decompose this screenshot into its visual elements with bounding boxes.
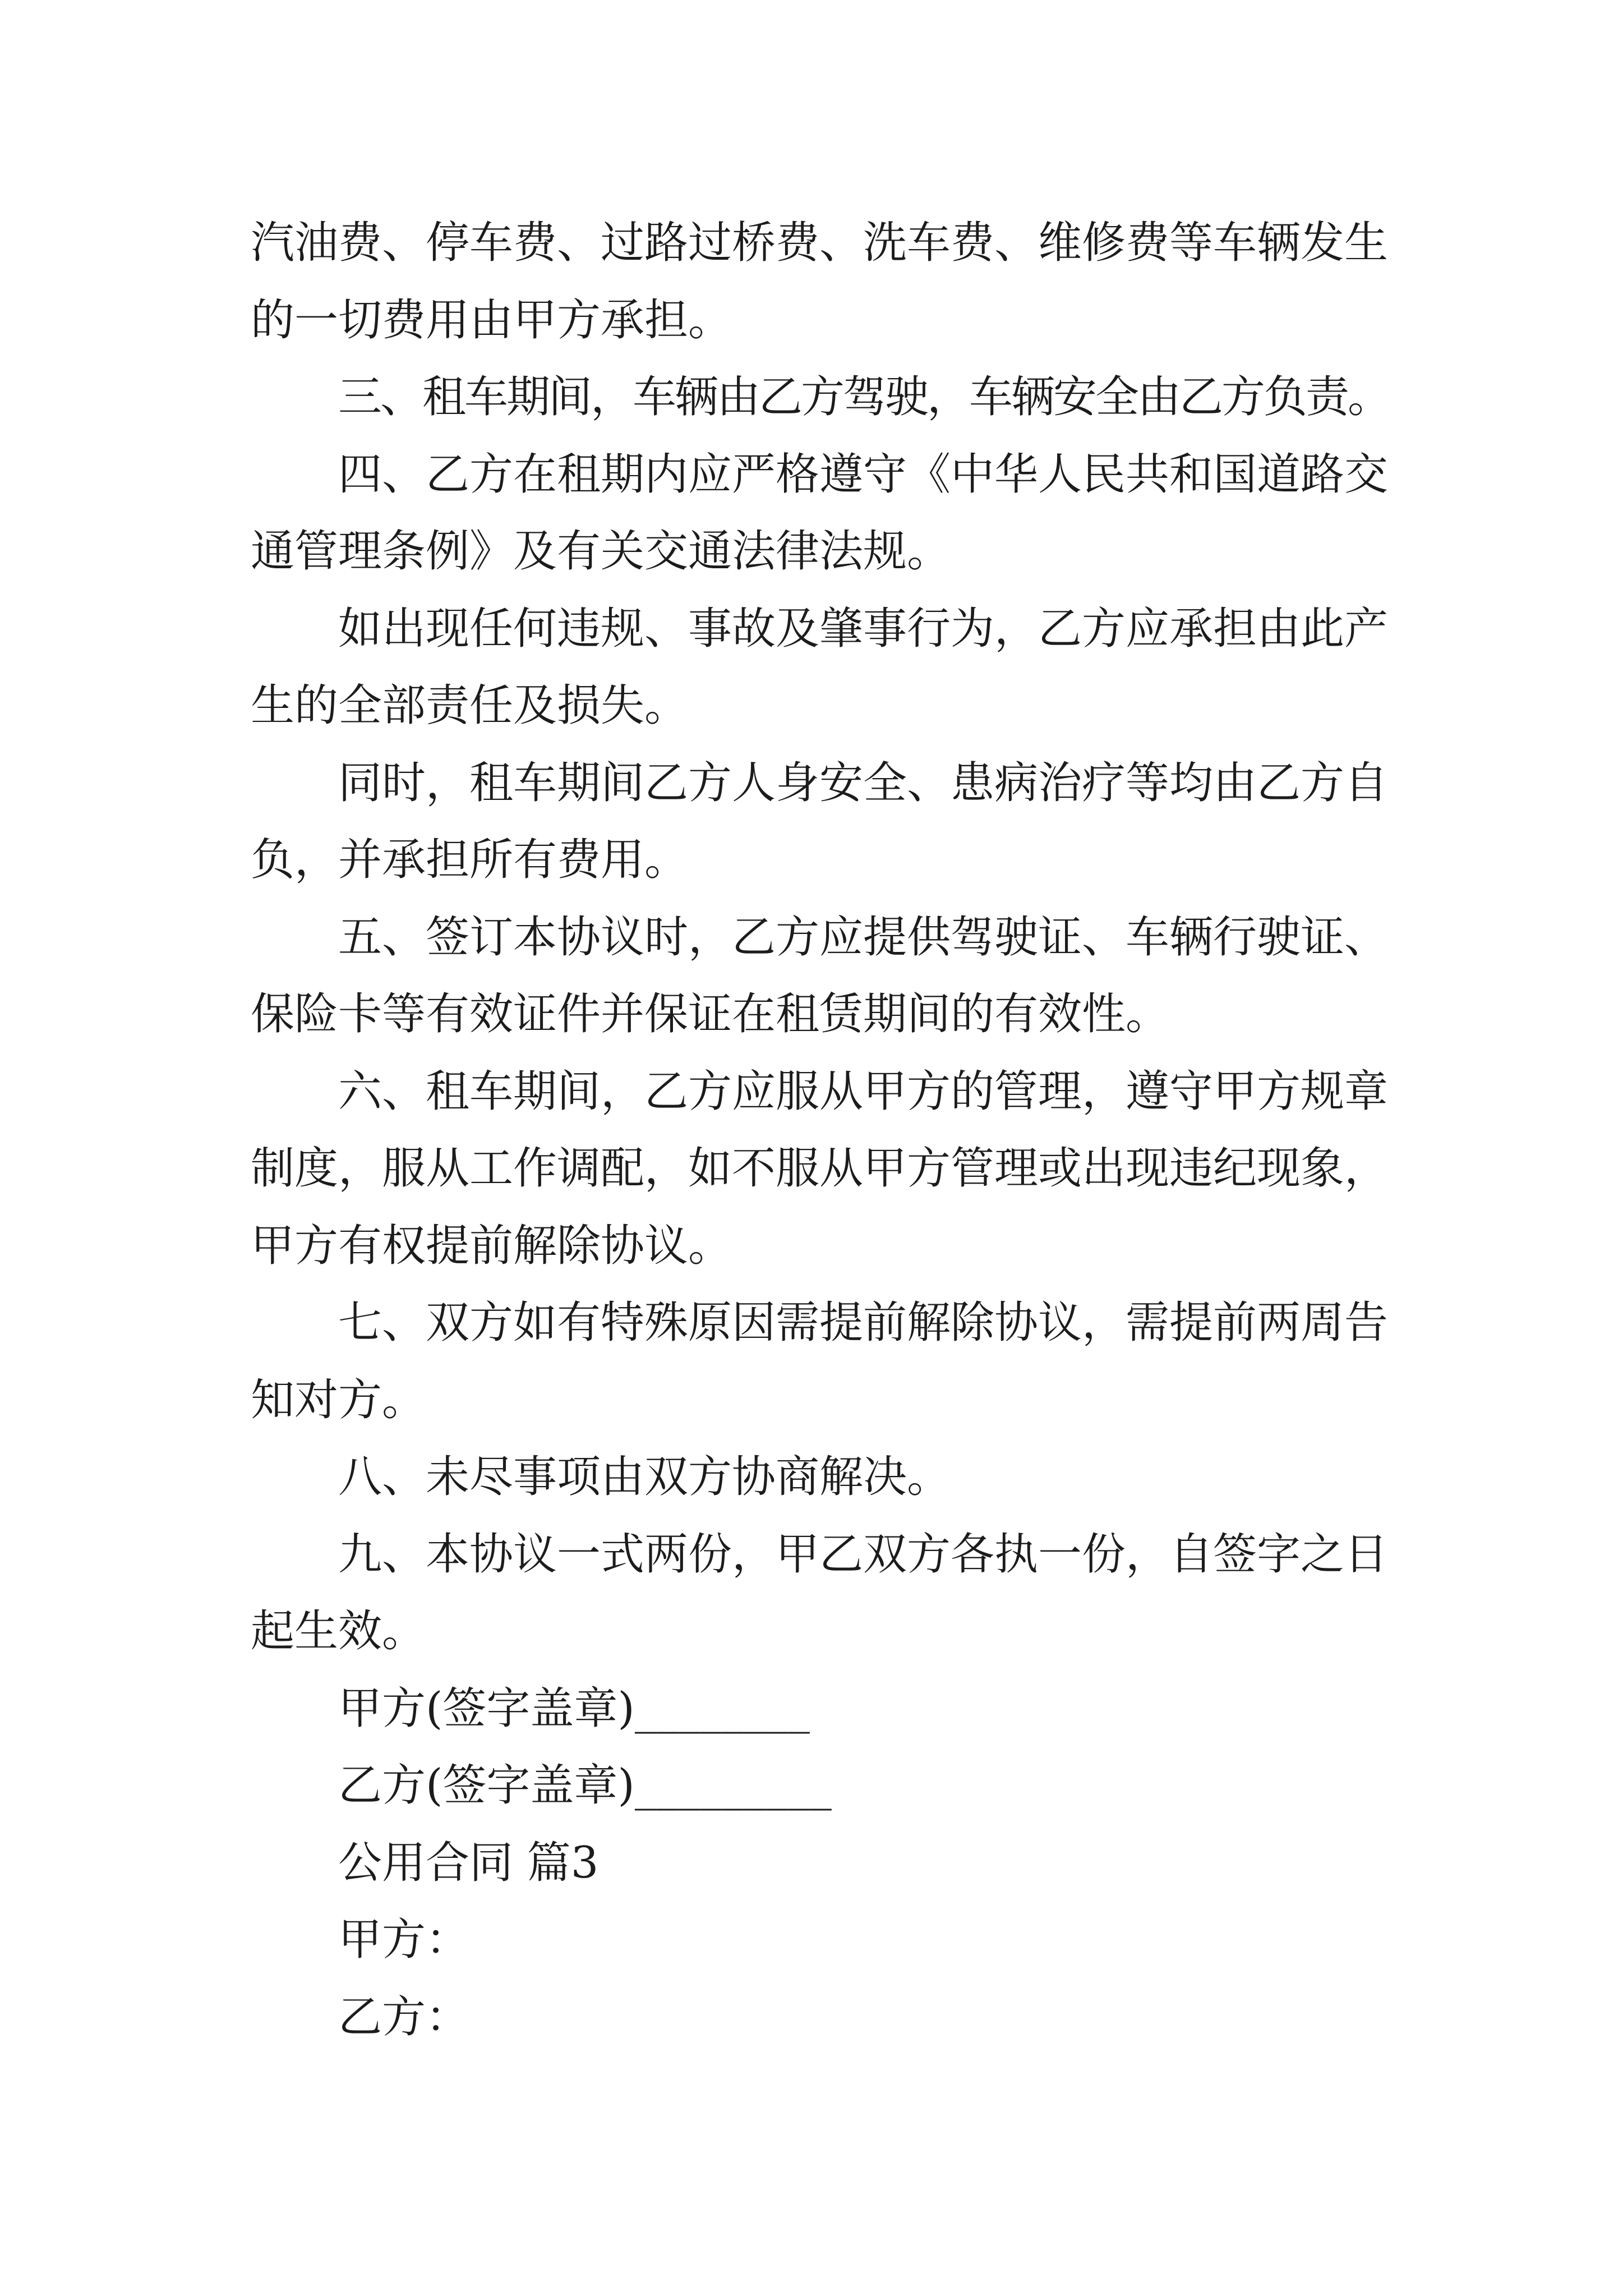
signature-line: 乙方(签字盖章)_________	[338, 1760, 832, 1811]
paragraph	[251, 591, 1406, 745]
party-a-label: 甲方：	[338, 1915, 470, 1965]
paragraph-line: 四、乙方在租期内应严格遵守《中华人民共和国道路交	[338, 449, 1389, 500]
paragraph-line: 的一切费用由甲方承担。	[251, 295, 732, 346]
paragraph	[251, 1439, 1406, 1516]
paragraph-line: 五、签订本协议时，乙方应提供驾驶证、车辆行驶证、	[338, 912, 1389, 963]
paragraph-line: 三、租车期间，车辆由乙方驾驶，车辆安全由乙方负责。	[338, 372, 1390, 422]
paragraph	[251, 899, 1406, 1053]
signature-line: 甲方(签字盖章)________	[338, 1683, 810, 1734]
paragraph-line: 七、双方如有特殊原因需提前解除协议，需提前两周告	[338, 1297, 1389, 1348]
paragraph-line: 八、未尽事项由双方协商解决。	[338, 1452, 951, 1502]
paragraph-line: 九、本协议一式两份，甲乙双方各执一份，自签字之日	[338, 1529, 1389, 1580]
paragraph	[251, 436, 1406, 591]
paragraph-line: 负，并承担所有费用。	[251, 835, 689, 885]
paragraph	[251, 1516, 1406, 1671]
paragraph	[251, 359, 1406, 436]
paragraph	[251, 205, 1406, 359]
paragraph-line: 知对方。	[251, 1374, 426, 1425]
paragraph-line: 通管理条例》及有关交通法律法规。	[251, 526, 951, 577]
paragraph-line: 六、租车期间，乙方应服从甲方的管理，遵守甲方规章	[338, 1066, 1389, 1117]
heading-line: 公用合同 篇3	[338, 1837, 599, 1888]
party-b-field	[251, 1979, 1406, 2056]
paragraph-line: 起生效。	[251, 1606, 426, 1657]
paragraph	[251, 745, 1406, 899]
signature-party-b	[251, 1747, 1406, 1825]
signature-party-a	[251, 1671, 1406, 1748]
party-a-field	[251, 1902, 1406, 1979]
paragraph-line: 甲方有权提前解除协议。	[251, 1220, 732, 1271]
paragraph-line: 汽油费、停车费、过路过桥费、洗车费、维修费等车辆发生	[251, 218, 1389, 268]
paragraph-line: 保险卡等有效证件并保证在租赁期间的有效性。	[251, 989, 1170, 1039]
section-heading	[251, 1825, 1406, 1902]
paragraph-line: 生的全部责任及损失。	[251, 680, 689, 731]
document-body	[251, 205, 1406, 2056]
paragraph	[251, 1285, 1406, 1439]
paragraph-line: 制度，服从工作调配，如不服从甲方管理或出现违纪现象，	[251, 1143, 1389, 1194]
paragraph-line: 同时，租车期间乙方人身安全、患病治疗等均由乙方自	[338, 757, 1389, 808]
paragraph-line: 如出现任何违规、事故及肇事行为，乙方应承担由此产	[338, 603, 1389, 654]
party-b-label: 乙方：	[338, 1991, 470, 2042]
paragraph	[251, 1053, 1406, 1285]
